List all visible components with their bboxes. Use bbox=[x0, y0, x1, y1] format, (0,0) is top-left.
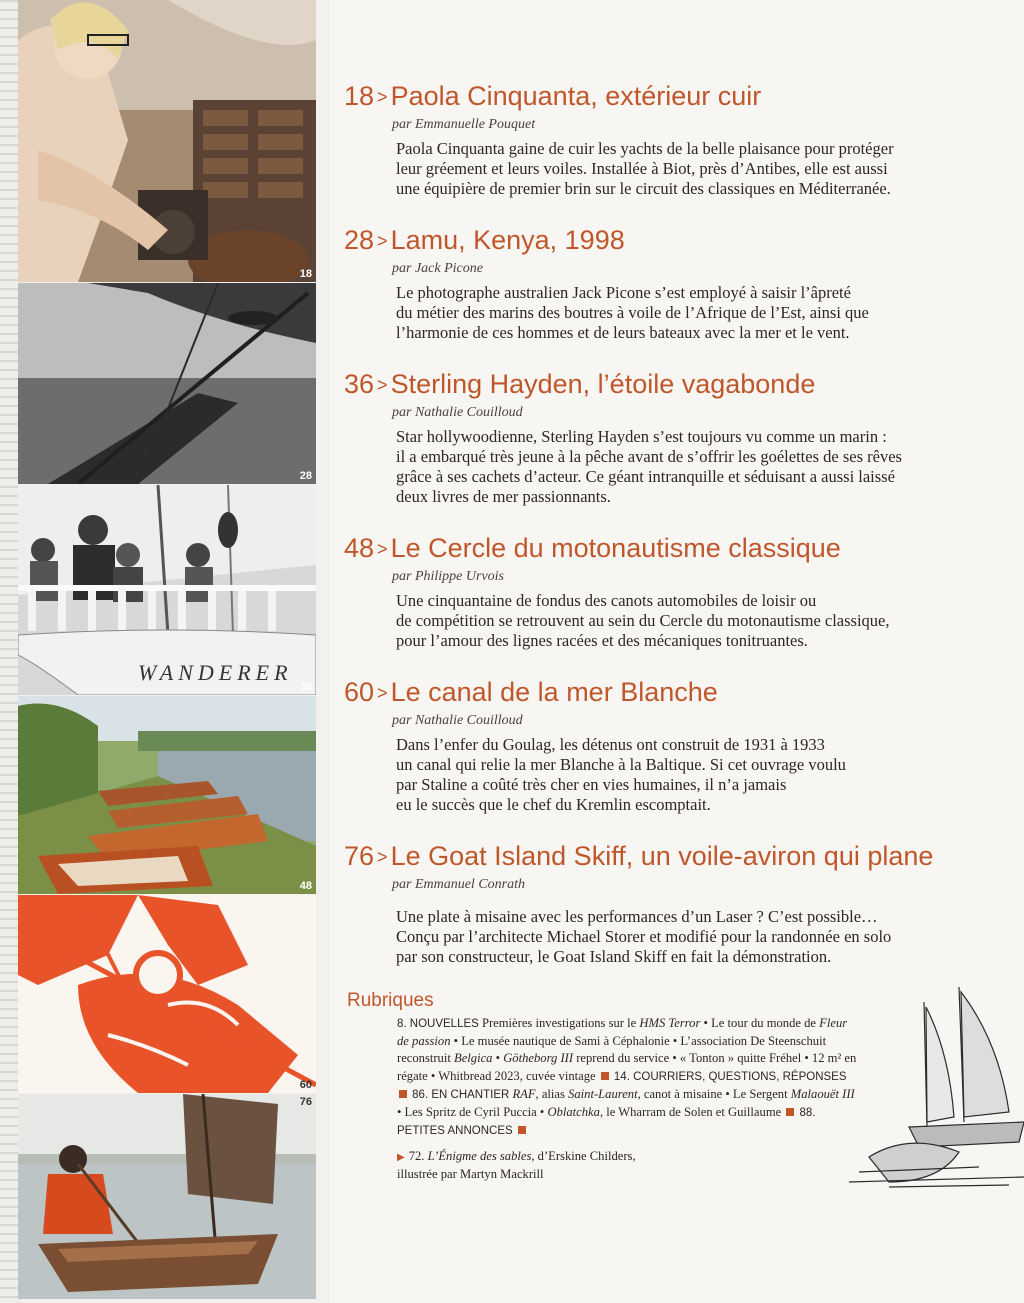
rubriques-list: 8. NOUVELLES Premières investigations sur le HMS Terror • Le tour du monde de Fleur de passion • Le musée nautique de Sami à Céphalonie • L’association De Steenschuit reconstruit Belgica • Götheborg III reprend du service • « Tonton » quitte Fréhel • 12 m² en régate • Whitbread 2023, cuvée vintage 14. COURRIERS, QUESTIONS, RÉPONSES 86. EN CHANTIER RAF, alias Saint-Laurent, canot à misaine • Le Sergent Malaouët III • Les Spritz de Cyril Puccia • Oblatchka, le Wharram de Solen et Guillaume 88. PETITES ANNONCES bbox=[397, 1016, 857, 1138]
article-author: par Nathalie Couilloud bbox=[392, 405, 523, 420]
illustration-credit: ▶ 72. L’Énigme des sables, d’Erskine Childers, illustrée par Martyn Mackrill bbox=[397, 1149, 636, 1181]
article-summary: Paola Cinquanta gaine de cuir les yachts de la belle plaisance pour protéger leur gréement et leurs voiles. Installée à Biot, près d’Antibes, elle est aussi une équipière de premier brin sur le circuit des classiques en Méditerranée. bbox=[396, 139, 894, 198]
page-number-label: 18 bbox=[299, 268, 312, 280]
article-author: par Emmanuelle Pouquet bbox=[392, 117, 536, 132]
article-summary: Une plate à misaine avec les performances d’un Laser ? C’est possible… Conçu par l’architecte Michael Storer et modifié pour la randonnée en solo par son constructeur, le Goat Island Skiff en fait la démonstration. bbox=[396, 907, 892, 966]
photo-paola-workshop bbox=[18, 0, 316, 282]
article-summary: Le photographe australien Jack Picone s’est employé à saisir l’âpreté du métier des marins des boutres à voile de l’Afrique de l’Est, ainsi que l’harmonie de ces hommes et de leurs bateaux avec la mer et le vent. bbox=[396, 283, 869, 342]
photo-goat-island-skiff bbox=[18, 1094, 316, 1299]
article-summary: Dans l’enfer du Goulag, les détenus ont construit de 1931 à 1933 un canal qui relie la mer Blanche à la Baltique. Si cet ouvrage voulu par Staline a coûté très cher en vies humaines, il n’a jamais eu le succès que le chef du Kremlin escomptait. bbox=[396, 735, 846, 814]
article-author: par Nathalie Couilloud bbox=[392, 713, 523, 728]
article-entry bbox=[344, 368, 1004, 507]
motorboats-illustration bbox=[18, 696, 316, 894]
article-entry bbox=[344, 840, 1004, 967]
square-bullet-icon bbox=[786, 1108, 794, 1116]
article-title: 76 > Le Goat Island Skiff, un voile-aviron qui plane bbox=[344, 841, 934, 871]
square-bullet-icon bbox=[399, 1090, 407, 1098]
article-title: 28 > Lamu, Kenya, 1998 bbox=[344, 225, 625, 255]
square-bullet-icon bbox=[518, 1126, 526, 1134]
workshop-illustration bbox=[18, 0, 316, 282]
page-number-label: 48 bbox=[299, 880, 312, 892]
article-summary: Star hollywoodienne, Sterling Hayden s’est toujours vu comme un marin : il a embarqué très jeune à la pêche avant de s’offrir les goélettes de ses rêves grâce à ses cachets d’acteur. Ce géant intranquille et séduisant a aussi laissé deux livres de mer passionnants. bbox=[396, 427, 902, 506]
boat-name-lettering: WANDERER bbox=[138, 660, 293, 685]
photo-dhow-sail bbox=[18, 283, 316, 484]
article-entry bbox=[344, 224, 1004, 343]
page-number-label: 76 bbox=[299, 1096, 312, 1108]
article-author: par Emmanuel Conrath bbox=[392, 877, 525, 892]
article-title: 48 > Le Cercle du motonautisme classique bbox=[344, 533, 841, 563]
wanderer-illustration bbox=[18, 485, 316, 695]
woodcut-illustration bbox=[18, 895, 316, 1093]
page-number-label: 36 bbox=[299, 681, 312, 693]
skiff-illustration bbox=[18, 1094, 316, 1299]
page-number-label: 28 bbox=[299, 470, 312, 482]
photo-wanderer-crew bbox=[18, 485, 316, 695]
triangle-bullet-icon: ▶ bbox=[397, 1152, 405, 1163]
article-title: 60 > Le canal de la mer Blanche bbox=[344, 677, 718, 707]
page-number-label: 60 bbox=[299, 1079, 312, 1091]
article-title: 18 > Paola Cinquanta, extérieur cuir bbox=[344, 81, 762, 111]
article-author: par Jack Picone bbox=[392, 261, 483, 276]
dhow-illustration bbox=[18, 283, 316, 484]
article-entry bbox=[344, 532, 1004, 651]
article-summary: Une cinquantaine de fondus des canots automobiles de loisir ou de compétition se retrouvent au sein du Cercle du motonautisme classique, pour l’amour des lignes racées et des mécaniques tonitruantes. bbox=[396, 591, 890, 650]
article-title: 36 > Sterling Hayden, l’étoile vagabonde bbox=[344, 369, 816, 399]
article-entry bbox=[344, 676, 1004, 815]
article-entry bbox=[344, 80, 1004, 199]
sailboat-sketch-illustration bbox=[849, 982, 1024, 1192]
rubriques-heading: Rubriques bbox=[347, 990, 434, 1011]
article-author: par Philippe Urvois bbox=[392, 569, 504, 584]
photo-strip bbox=[0, 0, 330, 1303]
photo-motorboats bbox=[18, 696, 316, 894]
table-of-contents bbox=[344, 0, 1024, 1303]
illustration-gulag-woodcut bbox=[18, 895, 316, 1093]
square-bullet-icon bbox=[601, 1072, 609, 1080]
